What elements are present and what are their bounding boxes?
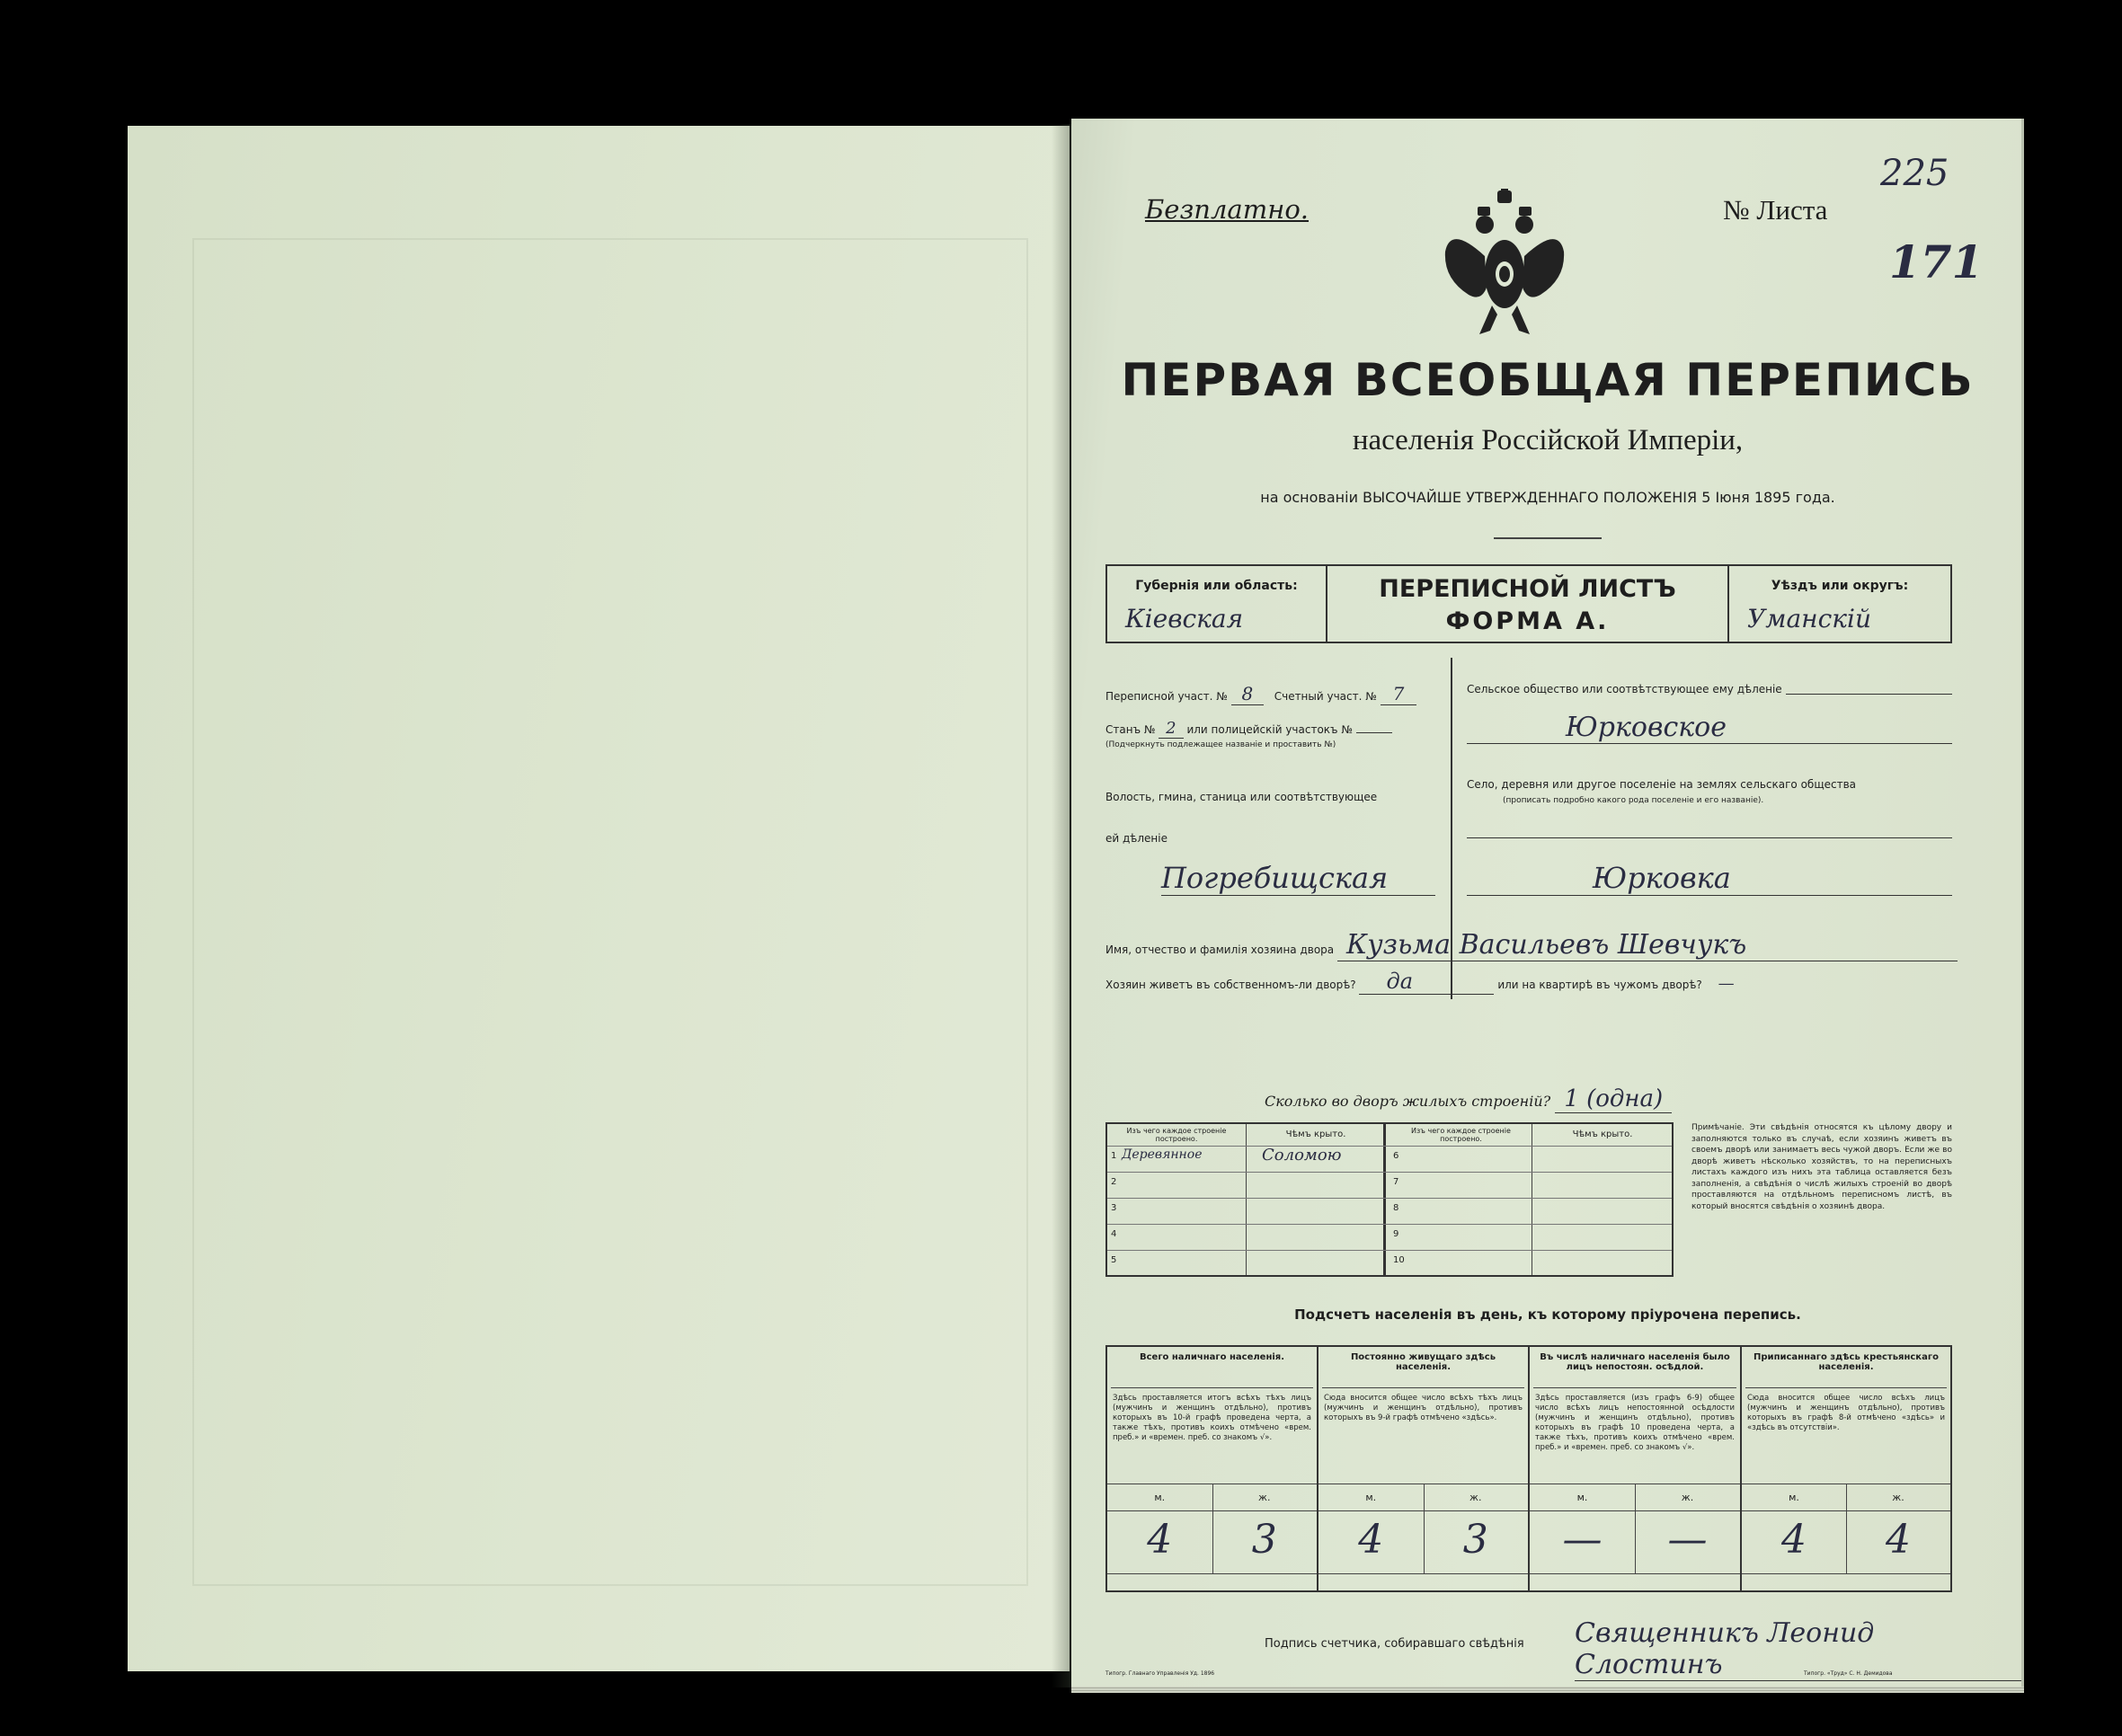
form-sheet-title: ПЕРЕПИСНОЙ ЛИСТЪ xyxy=(1379,575,1676,603)
form-type: ФОРМА А. xyxy=(1445,607,1610,635)
ornament-divider xyxy=(1494,537,1602,539)
stan-field: Станъ № 2 или полицейскій участокъ № xyxy=(1105,719,1392,738)
signature-value: Священникъ Леонид Слостинъ xyxy=(1575,1617,2021,1681)
population-count-title: Подсчетъ населенія въ день, къ которому пріурочена перепись. xyxy=(1294,1306,1801,1323)
double-headed-eagle-icon xyxy=(1442,189,1567,341)
province-cell xyxy=(1107,566,1327,642)
village-hint: (прописать подробно какого рода поселеніе и его названіе). xyxy=(1503,796,1764,805)
census-area-field: Переписной участ. № 8 Счетный участ. № 7 xyxy=(1105,683,1416,704)
registered-female: 4 xyxy=(1846,1510,1950,1573)
district-value: Уманскій xyxy=(1747,604,1871,633)
census-area-value: 8 xyxy=(1231,683,1265,705)
volost-label-2: ей дѣленіе xyxy=(1105,832,1168,845)
buildings-value: 1 (одна) xyxy=(1555,1085,1672,1113)
buildings-note: Примѣчаніе. Эти свѣдѣнія относятся къ цѣлому двору и заполняются только въ случаѣ, если хозяинъ живетъ въ своемъ дворѣ или занимаетъ весь чужой дворъ. Если же во дворѣ живетъ нѣсколько хозяйствъ, то на переписныхъ листахъ каждого изъ нихъ эта таблица оставляется безъ заполненія, а свѣдѣнія о числѣ жилыхъ строеній во дворѣ проставляются на отдѣльномъ переписномъ листѣ, въ который вносятся свѣдѣнія о хозяинѣ двора. xyxy=(1691,1123,1952,1211)
printer-imprint-left: Типогр. Главнаго Управленія Уд. 1896 xyxy=(1105,1670,1215,1677)
province-label: Губернія или область: xyxy=(1135,579,1298,593)
form-title: ПЕРВАЯ ВСЕОБЩАЯ ПЕРЕПИСЬ xyxy=(1121,354,1975,406)
count-area-value: 7 xyxy=(1381,683,1417,705)
district-cell xyxy=(1729,566,1950,642)
count-group-present: Всего наличнаго населенія. Здѣсь проставляется итогъ всѣхъ тѣхъ лицъ (мужчинъ и женщинъ отдѣльно), противъ которыхъ въ 10-й графѣ проведена черта, а также тѣхъ, противъ коихъ отмѣчено «врем. преб.» и «времен. преб. со знакомъ √». м. ж. 4 3 xyxy=(1107,1347,1318,1590)
population-count-table xyxy=(1105,1345,1952,1592)
building-row-3-num: 3 xyxy=(1111,1203,1117,1213)
society-value: Юрковское xyxy=(1467,712,1952,744)
province-value: Кіевская xyxy=(1125,604,1244,633)
society-label: Сельское общество или соотвѣтствующее ему дѣленіе xyxy=(1467,683,1782,695)
stan-value: 2 xyxy=(1159,719,1183,739)
left-blank-page xyxy=(128,126,1070,1671)
free-label: Безплатно. xyxy=(1145,194,1310,225)
building-row-1-material: Деревянное xyxy=(1122,1147,1203,1162)
building-row-7-num: 7 xyxy=(1393,1177,1399,1187)
building-row-6-num: 6 xyxy=(1393,1151,1399,1161)
present-male: 4 xyxy=(1107,1510,1212,1573)
building-row-9-num: 9 xyxy=(1393,1229,1399,1239)
district-label: Уѣздъ или округъ: xyxy=(1771,579,1909,593)
form-subtitle: населенія Россійской Имперіи, xyxy=(1352,424,1744,456)
apartment-value: — xyxy=(1718,974,1735,993)
form-title-cell xyxy=(1327,566,1729,642)
own-home-value: да xyxy=(1359,969,1494,995)
volost-label: Волость, гмина, станица или соотвѣтствующее xyxy=(1105,791,1378,803)
police-hint: (Подчеркнуть подлежащее названіе и проставить №) xyxy=(1105,740,1336,749)
building-row-2-num: 2 xyxy=(1111,1177,1117,1187)
census-form-page xyxy=(1071,119,2024,1687)
building-row-10-num: 10 xyxy=(1393,1255,1405,1265)
sheet-number-bottom: 171 xyxy=(1889,235,1984,288)
buildings-table xyxy=(1105,1122,1674,1277)
present-female: 3 xyxy=(1212,1510,1318,1573)
building-row-8-num: 8 xyxy=(1393,1203,1399,1213)
sheet-number-label: № Листа xyxy=(1723,194,1828,226)
bleed-through-frame xyxy=(192,238,1028,1586)
legal-basis: на основаніи ВЫСОЧАЙШЕ УТВЕРЖДЕННАГО ПОЛОЖЕНІЯ 5 Іюня 1895 года. xyxy=(1260,489,1835,506)
material-header-2: Изъ чего каждое строеніе построено. xyxy=(1411,1127,1511,1143)
building-row-5-num: 5 xyxy=(1111,1255,1117,1265)
header-table xyxy=(1105,564,1952,643)
count-group-registered: Приписаннаго здѣсь крестьянскаго населенія. Сюда вносится общее число всѣхъ лицъ (мужчинъ и женщинъ отдѣльно), противъ которыхъ въ графѣ 8-й отмѣчено «здѣсь» и «здѣсь въ отсутствіи». м. ж. 4 4 xyxy=(1742,1347,1950,1590)
buildings-field: Сколько во дворъ жилыхъ строеній? 1 (одна) xyxy=(1265,1085,1672,1112)
building-row-4-num: 4 xyxy=(1111,1229,1117,1239)
nonsettled-male: — xyxy=(1530,1510,1635,1573)
building-row-1-num: 1 xyxy=(1111,1151,1117,1161)
volost-value: Погребищская xyxy=(1161,861,1435,896)
building-row-1-roof: Соломою xyxy=(1262,1146,1342,1165)
resident-male: 4 xyxy=(1318,1510,1424,1573)
owner-field: Имя, отчество и фамилія хозяина двора Кузьма Васильевъ Шевчукъ xyxy=(1105,929,1958,961)
resident-female: 3 xyxy=(1424,1510,1529,1573)
roof-header-2: Чѣмъ крыто. xyxy=(1572,1129,1633,1139)
nonsettled-female: — xyxy=(1635,1510,1740,1573)
material-header: Изъ чего каждое строеніе построено. xyxy=(1126,1127,1227,1143)
count-group-nonsettled: Въ числѣ наличнаго населенія было лицъ непостоян. осѣдлой. Здѣсь проставляется (изъ графъ 6-9) общее число всѣхъ лицъ непостоянной осѣдлости (мужчинъ и женщинъ отдѣльно), противъ которыхъ въ графѣ 10 проведена черта, а также тѣхъ, противъ коихъ отмѣчено «врем. преб.» и «времен. преб. со знакомъ √». м. ж. — — xyxy=(1530,1347,1742,1590)
signature-label: Подпись счетчика, собиравшаго свѣдѣнія xyxy=(1265,1637,1524,1651)
village-label: Село, деревня или другое поселеніе на землях сельскаго общества xyxy=(1467,778,1857,791)
own-home-field: Хозяин живетъ въ собственномъ-ли дворѣ? да или на квартирѣ въ чужомъ дворѣ? — xyxy=(1105,969,1778,995)
registered-male: 4 xyxy=(1742,1510,1846,1573)
count-group-resident: Постоянно живущаго здѣсь населенія. Сюда вносится общее число всѣхъ тѣхъ лицъ (мужчинъ и женщинъ отдѣльно), противъ которыхъ въ 9-й графѣ отмѣчено «здѣсь». м. ж. 4 3 xyxy=(1318,1347,1530,1590)
sheet-number-top: 225 xyxy=(1880,153,1949,194)
roof-header: Чѣмъ крыто. xyxy=(1285,1129,1346,1139)
owner-value: Кузьма Васильевъ Шевчукъ xyxy=(1337,929,1958,961)
village-value: Юрковка xyxy=(1467,861,1952,896)
printer-imprint-right: Типогр. «Труд» С. Н. Демидова xyxy=(1804,1670,1893,1677)
